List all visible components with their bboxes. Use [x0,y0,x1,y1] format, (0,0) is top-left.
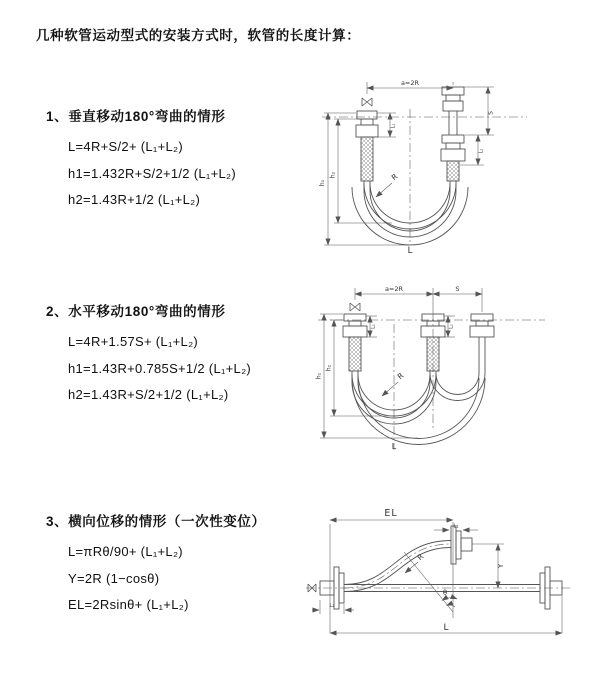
dim-label-r: R [389,171,400,183]
dim-label-l1: L₁ [453,523,459,530]
valve-icon [362,98,372,106]
section-1-heading: 1、垂直移动180°弯曲的情形 [46,109,226,124]
section-3 [46,510,266,619]
dim-label-l2: L₂ [329,603,335,609]
dim-label-l1: L₁ [370,324,377,329]
dim-label-l2: L₂ [448,324,455,329]
valve-icon [350,303,360,311]
dim-label-s: S [455,285,460,293]
dim-label-a2r: a=2R [384,285,404,293]
dim-label-l: L [443,623,449,633]
section-1 [46,105,236,214]
dim-label-l: L [391,442,397,451]
formula-line: h2=1.43R+1/2 (L₁+L₂) [68,192,201,207]
dim-label-r: R [415,551,426,563]
dim-label-h1: h₁ [319,179,326,187]
formula-line: EL=2Rsinθ+ (L₁+L₂) [68,597,189,612]
dimension-lines [312,520,562,633]
dim-label-l2: L₂ [478,148,485,154]
dim-label-h1: h₁ [315,372,323,380]
formula-line: L=4R+S/2+ (L₁+L₂) [68,139,183,154]
dim-label-s: S [487,111,495,115]
formula-line: L=4R+1.57S+ (L₁+L₂) [68,334,199,349]
hose-assembly [306,522,570,618]
page-title: 几种软管运动型式的安装方式时，软管的长度计算： [36,28,361,43]
section-1-formulas [46,134,236,214]
dim-label-r: R [395,370,406,382]
dim-label-h2: h₂ [329,171,337,179]
dimension-labels [329,508,505,633]
section-2-heading: 2、水平移动180°弯曲的情形 [46,304,226,319]
dim-label-theta: θ [442,589,448,597]
hose-assembly [322,87,527,245]
dim-label-l: L [407,246,413,255]
dimension-lines [324,82,494,245]
diagram-lateral-displacement [298,500,600,650]
formula-line: h1=1.43R+0.785S+1/2 (L₁+L₂) [68,360,252,376]
dim-label-el: EL [384,508,398,519]
diagram-horizontal-180-bend [310,278,600,455]
hose-assembly [315,303,545,450]
dim-label-a2r: a=2R [400,79,420,87]
section-2-formulas [46,329,251,409]
section-2 [46,300,251,409]
diagram-vertical-180-bend [312,73,600,255]
section-3-heading: 3、横向位移的情形（一次性变位） [46,514,266,529]
dim-label-l1: L₁ [390,123,397,129]
formula-line: h2=1.43R+S/2+1/2 (L₁+L₂) [68,387,229,402]
section-3-formulas [46,539,266,619]
dim-label-h2: h₂ [325,364,333,372]
formula-line: h1=1.432R+S/2+1/2 (L₁+L₂) [68,165,236,181]
formula-line: L=πRθ/90+ (L₁+L₂) [68,544,183,559]
dim-label-y: Y [497,563,505,569]
formula-line: Y=2R (1−cosθ) [68,570,160,586]
